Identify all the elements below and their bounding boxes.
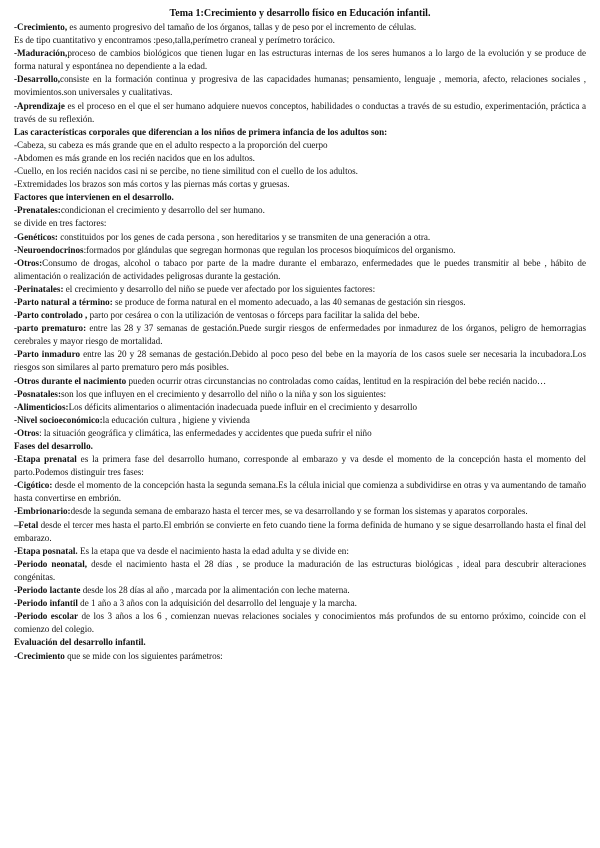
paragraph-line [14, 375, 586, 388]
section-heading: Evaluación del desarrollo infantil. [14, 637, 146, 648]
paragraph-line [14, 100, 586, 126]
paragraph-text: Consumo de drogas, alcohol o tabaco por parte de la madre durante el embarazo, enfermedades que le puedes transmitir al bebe , hábito de alimentación o realización de actividades peligrosas durante la gestación. [14, 257, 586, 281]
paragraph-text: son los que influyen en el crecimiento y desarrollo del niño o la niña y son los siguientes: [60, 388, 387, 399]
paragraph-text: es aumento progresivo del tamaño de los órganos, tallas y de peso por el incremento de células. [67, 22, 417, 32]
term-label: -Etapa posnatal. [14, 545, 78, 556]
paragraph-text: desde el momento de la concepción hasta la segunda semana.Es la célula inicial que comienza a subdividirse en otras y va aumentando de tamaño hasta convertirse en embrión. [14, 480, 586, 504]
paragraph-line [14, 388, 586, 401]
term-label: -Parto controlado , [14, 310, 88, 321]
paragraph-line [14, 21, 586, 34]
paragraph-text: -Abdomen es más grande en los recién nacidos que en los adultos. [14, 152, 255, 163]
paragraph-line [14, 34, 586, 47]
paragraph-line [14, 217, 586, 230]
paragraph-text: se produce de forma natural en el momento adecuado, a las 40 semanas de gestación sin riesgos. [112, 296, 466, 307]
paragraph-line [14, 558, 586, 584]
paragraph-text: Es de tipo cuantitativo y encontramos :peso,talla,perímetro craneal y perímetro torácico. [14, 35, 335, 46]
paragraph-text: el crecimiento y desarrollo del niño se puede ver afectado por los siguientes factores: [63, 283, 376, 294]
paragraph-line [14, 427, 586, 440]
paragraph-text: la educación cultura , higiene y vivienda [102, 414, 250, 425]
term-label: -Crecimiento, [14, 22, 68, 32]
term-label: -Neuroendocrinos [14, 244, 84, 255]
paragraph-text: -Cuello, en los recién nacidos casi ni se percibe, no tiene similitud con el cuello de los adultos. [14, 166, 358, 177]
paragraph-text: Es la etapa que va desde el nacimiento hasta la edad adulta y se divide en: [77, 545, 349, 556]
paragraph-line [14, 610, 586, 636]
term-label: -Otros durante el nacimiento [14, 375, 127, 386]
paragraph-text: -Extremidades los brazos son más cortos y las piernas más cortas y gruesas. [14, 179, 290, 190]
paragraph-text: constituidos por los genes de cada persona , son hereditarios y se transmiten de una generación a otra. [57, 231, 431, 242]
paragraph-line [14, 165, 586, 178]
term-label: -parto prematuro: [14, 323, 87, 334]
term-label: -Alimenticios: [14, 401, 69, 412]
term-label: -Parto inmaduro [14, 349, 81, 360]
term-label: -Periodo infantil [14, 598, 78, 609]
paragraph-line [14, 204, 586, 217]
term-label: -Embrionario: [14, 506, 71, 517]
paragraph-text: se divide en tres factores: [14, 218, 107, 229]
paragraph-text: proceso de cambios biológicos que tienen lugar en las estructuras internas de los seres humanos a lo largo de la evolución y se produce de forma natural y espontánea no dependiente a la edad. [14, 48, 586, 72]
paragraph-line [14, 650, 586, 663]
paragraph-text: parto por cesárea o con la utilización de ventosas o fórceps para facilitar la salida del bebe. [87, 310, 420, 321]
paragraph-text: consiste en la formación continua y progresiva de las capacidades humanas; pensamiento, lenguaje , memoria, afecto, relaciones sociales , movimientos.son universales y cualitativas. [14, 74, 586, 98]
paragraph-line [14, 73, 586, 99]
term-label: –Fetal [14, 519, 39, 530]
paragraph-text: es la primera fase del desarrollo humano, corresponde al embarazo y va desde el momento de la concepción hasta el momento del parto.Podemos distinguir tres fases: [14, 454, 587, 478]
document-title: Tema 1:Crecimiento y desarrollo físico en Educación infantil. [169, 8, 431, 19]
term-label: -Aprendizaje [14, 100, 65, 111]
paragraph-text: pueden ocurrir otras circunstancias no controladas como caídas, lentitud en la respiración del bebe recién nacido… [126, 375, 547, 386]
paragraph-line [14, 139, 586, 152]
paragraph-text: entre las 28 y 37 semanas de gestación.Puede surgir riesgos de enfermedades por inmadurez de los órganos, peligro de hemorragias cerebrales y mayor riesgo de mortalidad. [14, 323, 586, 347]
paragraph-line [14, 309, 586, 322]
term-label: -Cigótico: [14, 480, 53, 491]
term-label: -Etapa prenatal [14, 454, 77, 465]
document-body [14, 21, 586, 663]
paragraph-text: Los déficits alimentarios o alimentación inadecuada puede influir en el crecimiento y desarrollo [68, 401, 418, 412]
paragraph-text: desde el tercer mes hasta el parto.El embrión se convierte en feto cuando tiene la forma definida de humano y se sigue desarrollando hasta el final del embarazo. [14, 519, 586, 543]
term-label: -Maduración, [14, 48, 68, 59]
term-label: -Prenatales: [14, 205, 61, 216]
paragraph-line [14, 152, 586, 165]
paragraph-line [14, 519, 586, 545]
paragraph-text: -Cabeza, su cabeza es más grande que en el adulto respecto a la proporción del cuerpo [14, 139, 328, 150]
term-label: -Periodo lactante [14, 585, 81, 596]
paragraph-line [14, 584, 586, 597]
paragraph-line [14, 47, 586, 73]
paragraph-line [14, 283, 586, 296]
paragraph-text: desde la segunda semana de embarazo hasta el tercer mes, se va desarrollando y se forman los sistemas y aparatos corporales. [70, 506, 528, 517]
term-label: -Crecimiento [14, 650, 65, 661]
section-heading: Factores que intervienen en el desarrollo. [14, 192, 174, 203]
section-heading: Fases del desarrollo. [14, 441, 93, 451]
paragraph-line [14, 178, 586, 191]
paragraph-text: de 1 año a 3 años con la adquisición del desarrollo del lenguaje y la marcha. [77, 598, 357, 609]
paragraph-text: de los 3 años a los 6 , comienzan nuevas relaciones sociales y conocimientos más profundos de su entorno próximo, coincide con el comienzo del colegio. [14, 611, 587, 635]
section-heading: Las características corporales que diferencian a los niños de primera infancia de los adultos son: [14, 126, 388, 137]
paragraph-text: entre las 20 y 28 semanas de gestación.Debido al poco peso del bebe en la mayoría de los casos suele ser necesaria la incubadora.Los riesgos son similares al parto prematuro pero más posibles. [14, 349, 586, 373]
term-label: -Perinatales: [14, 283, 64, 294]
paragraph-text: :formados por glándulas que segregan hormonas que regulan los procesos bioquímicos del organismo. [83, 244, 456, 255]
term-label: -Periodo escolar [14, 611, 79, 622]
paragraph-text: que se mide con los siguientes parámetros: [64, 650, 223, 661]
paragraph-line [14, 257, 586, 283]
paragraph-text: : la situación geográfica y climática, las enfermedades y accidentes que pueda sufrir el niño [39, 427, 372, 438]
term-label: -Periodo neonatal, [14, 558, 88, 569]
term-label: -Genéticos: [14, 231, 58, 242]
paragraph-line [14, 322, 586, 348]
paragraph-text: condicionan el crecimiento y desarrollo del ser humano. [60, 205, 265, 216]
paragraph-text: desde el nacimiento hasta el 28 días , se produce la maduración de las estructuras biológicas , ideal para descubrir alteraciones congénitas. [14, 558, 586, 582]
paragraph-line [14, 244, 586, 257]
term-label: -Parto natural a término: [14, 296, 113, 307]
paragraph-line [14, 296, 586, 309]
term-label: -Otros: [14, 257, 43, 268]
paragraph-text: es el proceso en el que el ser humano adquiere nuevos conceptos, habilidades o conductas a través de su estudio, experimentación, práctica a través de su reflexión. [14, 100, 586, 124]
term-label: -Otros [14, 427, 40, 438]
paragraph-line [14, 453, 586, 479]
paragraph-line [14, 231, 586, 244]
term-label: -Posnatales: [14, 388, 61, 399]
paragraph-text: desde los 28 días al año , marcada por la alimentación con leche materna. [80, 585, 350, 596]
term-label: -Desarrollo, [14, 74, 61, 85]
paragraph-line [14, 401, 586, 414]
paragraph-line [14, 414, 586, 427]
term-label: -Nivel socioeconómico: [14, 414, 103, 425]
paragraph-line [14, 545, 586, 558]
paragraph-line [14, 505, 586, 518]
paragraph-line [14, 479, 586, 505]
paragraph-line [14, 348, 586, 374]
paragraph-line [14, 597, 586, 610]
